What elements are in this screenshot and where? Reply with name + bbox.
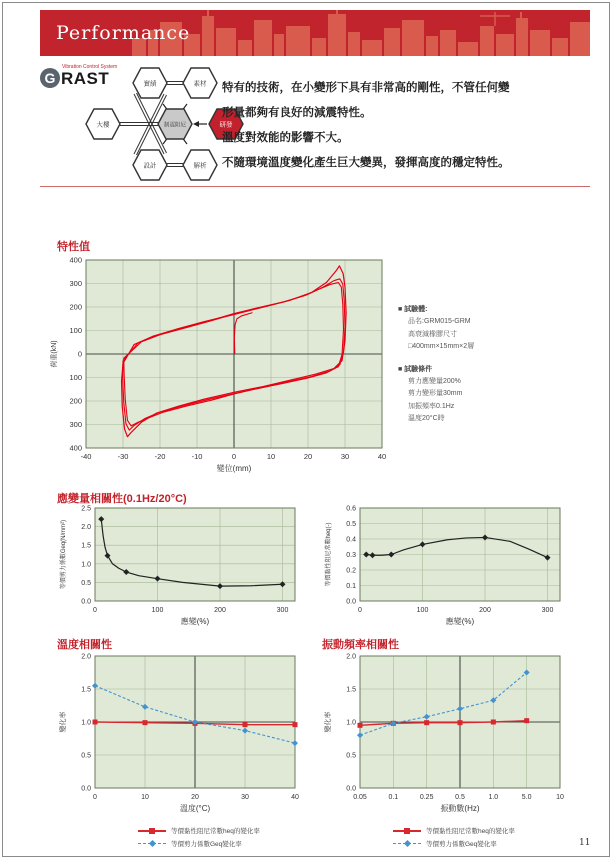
svg-text:200: 200: [69, 302, 82, 312]
intro-line: 形量都夠有良好的減震特性。: [222, 107, 372, 119]
svg-text:-20: -20: [154, 452, 166, 461]
svg-text:5.0: 5.0: [521, 794, 532, 801]
page-number: 11: [579, 838, 591, 848]
note-line: 品名:GRM015-GRM: [408, 318, 471, 325]
intro-paragraph: [219, 76, 587, 176]
svg-text:0.5: 0.5: [81, 579, 91, 587]
legend-label: 等價黏性阻尼常數heq的變化率: [426, 828, 515, 835]
svg-text:0.05: 0.05: [353, 794, 367, 801]
svg-text:20: 20: [303, 452, 313, 461]
svg-text:30: 30: [241, 794, 249, 801]
section-title-frequency: 振動頻率相關性: [322, 639, 399, 651]
svg-text:300: 300: [69, 420, 82, 429]
section-title-characteristics: 特性值: [57, 241, 90, 253]
legend-item: [393, 824, 578, 837]
logo-g-icon: G: [40, 68, 60, 88]
frequency-chart: [320, 650, 574, 822]
note-line: 剪力應變量200%: [408, 377, 461, 385]
svg-text:300: 300: [541, 607, 554, 614]
svg-text:0: 0: [93, 607, 97, 614]
svg-text:0.0: 0.0: [81, 598, 91, 606]
note-line: 加振頻率0.1Hz: [408, 402, 455, 410]
blue-diamond-series-marker: [393, 840, 421, 848]
temperature-chart-legend: [138, 824, 323, 850]
svg-text:0.6: 0.6: [346, 505, 356, 513]
svg-text:200: 200: [214, 607, 226, 614]
intro-line: 特有的技術，在小變形下具有非常高的剛性，不管任何變: [222, 82, 510, 94]
legend-item: [393, 837, 578, 850]
page-title: Performance: [56, 22, 191, 44]
section-divider: [40, 186, 590, 187]
svg-text:400: 400: [69, 443, 82, 453]
svg-text:溫度(°C): 溫度(°C): [179, 804, 211, 813]
svg-text:0: 0: [358, 607, 362, 614]
svg-text:0.1: 0.1: [388, 794, 399, 801]
hexagon-label-damper: 制震阻尼: [163, 122, 187, 129]
intro-line: 不隨環境溫度變化產生巨大變異，發揮高度的穩定特性。: [222, 157, 510, 169]
hysteresis-chart: [46, 254, 396, 482]
svg-text:0: 0: [231, 452, 237, 461]
svg-text:10: 10: [266, 452, 276, 461]
svg-text:0.25: 0.25: [419, 794, 434, 801]
legend-label: 等價剪力係數Geq變化率: [426, 841, 497, 848]
svg-text:變化率: 變化率: [325, 711, 332, 733]
svg-text:振動數(Hz): 振動數(Hz): [440, 804, 480, 813]
header-banner: [40, 10, 590, 56]
svg-text:等價剪力係數Geq(N/mm²): 等價剪力係數Geq(N/mm²): [61, 519, 67, 590]
svg-text:荷重(kN): 荷重(kN): [51, 340, 58, 368]
section-title-strain: 應變量相關性(0.1Hz/20°C): [57, 493, 187, 505]
svg-text:0.0: 0.0: [346, 785, 356, 793]
svg-text:0.5: 0.5: [81, 752, 91, 760]
hexagon-label-rnd: 研發: [219, 121, 233, 129]
strain-heq-chart: [320, 502, 574, 635]
svg-text:300: 300: [276, 607, 289, 614]
section-title-temperature: 溫度相關性: [57, 639, 112, 651]
note-line: □400mm×15mm×2層: [408, 343, 475, 350]
svg-text:變位(mm): 變位(mm): [216, 464, 252, 473]
hexagon-label-building: 大樓: [96, 121, 110, 129]
note-line: 溫度20°C時: [408, 415, 445, 422]
svg-text:1.0: 1.0: [81, 561, 91, 569]
hexagon-label-analysis: 解析: [193, 162, 207, 170]
svg-text:30: 30: [340, 452, 350, 461]
svg-text:100: 100: [151, 607, 164, 614]
svg-text:200: 200: [69, 396, 82, 406]
intro-line: 溫度對效能的影響不大。: [222, 132, 349, 144]
svg-text:20: 20: [191, 794, 199, 801]
svg-text:應變(%): 應變(%): [445, 617, 475, 626]
hexagon-label-design: 設計: [143, 162, 157, 170]
svg-text:100: 100: [69, 373, 82, 382]
note-group-title: ■ 試驗條件: [398, 365, 433, 373]
svg-text:0.5: 0.5: [346, 752, 356, 760]
note-group-title: ■ 試驗體:: [398, 306, 428, 313]
svg-text:-40: -40: [80, 452, 92, 461]
svg-text:1.5: 1.5: [346, 686, 356, 694]
svg-text:0.5: 0.5: [455, 794, 465, 801]
logo-text: RAST: [61, 69, 110, 88]
svg-text:10: 10: [141, 794, 149, 801]
svg-text:200: 200: [479, 607, 491, 614]
legend-label: 等價剪力係數Geq變化率: [171, 841, 242, 848]
svg-text:-10: -10: [191, 452, 203, 461]
legend-item: [138, 837, 323, 850]
svg-text:1.0: 1.0: [81, 719, 91, 727]
note-line: 剪力變形量30mm: [408, 390, 463, 397]
svg-text:400: 400: [69, 255, 82, 265]
svg-text:1.0: 1.0: [346, 719, 356, 727]
svg-text:1.0: 1.0: [488, 794, 499, 801]
svg-text:等價黏性阻尼常數heq(-): 等價黏性阻尼常數heq(-): [326, 522, 332, 587]
red-square-series-marker: [393, 827, 421, 835]
svg-text:2.0: 2.0: [81, 653, 91, 661]
svg-text:10: 10: [556, 794, 564, 801]
temperature-chart: [55, 650, 309, 822]
legend-label: 等價黏性阻尼常數heq的變化率: [171, 828, 260, 835]
svg-text:100: 100: [416, 607, 429, 614]
strain-geq-chart: [55, 502, 309, 635]
svg-text:2.0: 2.0: [81, 524, 91, 532]
note-line: 高衰減橡膠尺寸: [408, 330, 457, 338]
svg-text:0.1: 0.1: [346, 583, 356, 590]
svg-text:變化率: 變化率: [60, 711, 67, 733]
capability-hexagon-diagram: [75, 62, 245, 184]
hexagon-label-track-record: 實績: [143, 80, 157, 88]
svg-text:0.2: 0.2: [346, 567, 356, 575]
svg-text:0.0: 0.0: [346, 598, 356, 606]
svg-text:300: 300: [69, 279, 82, 288]
red-square-series-marker: [138, 827, 166, 835]
svg-text:-30: -30: [117, 452, 129, 461]
svg-text:1.5: 1.5: [81, 686, 91, 694]
svg-text:40: 40: [291, 794, 299, 801]
svg-text:0.5: 0.5: [346, 521, 356, 528]
svg-text:40: 40: [377, 452, 387, 461]
frequency-chart-legend: [393, 824, 578, 850]
svg-text:100: 100: [69, 326, 82, 335]
svg-text:0.4: 0.4: [346, 536, 356, 544]
legend-item: [138, 824, 323, 837]
logo-tagline: Vibration Control System: [62, 64, 118, 70]
svg-text:應變(%): 應變(%): [180, 617, 210, 626]
svg-text:2.0: 2.0: [346, 653, 356, 661]
svg-text:0: 0: [93, 794, 97, 801]
hexagon-label-material: 素材: [193, 80, 207, 88]
svg-text:1.5: 1.5: [81, 542, 91, 550]
blue-diamond-series-marker: [138, 840, 166, 848]
svg-text:0: 0: [77, 349, 82, 359]
svg-text:2.5: 2.5: [81, 505, 91, 513]
svg-text:0.3: 0.3: [346, 552, 356, 559]
svg-text:0.0: 0.0: [81, 785, 91, 793]
test-specimen-notes: [398, 303, 578, 426]
